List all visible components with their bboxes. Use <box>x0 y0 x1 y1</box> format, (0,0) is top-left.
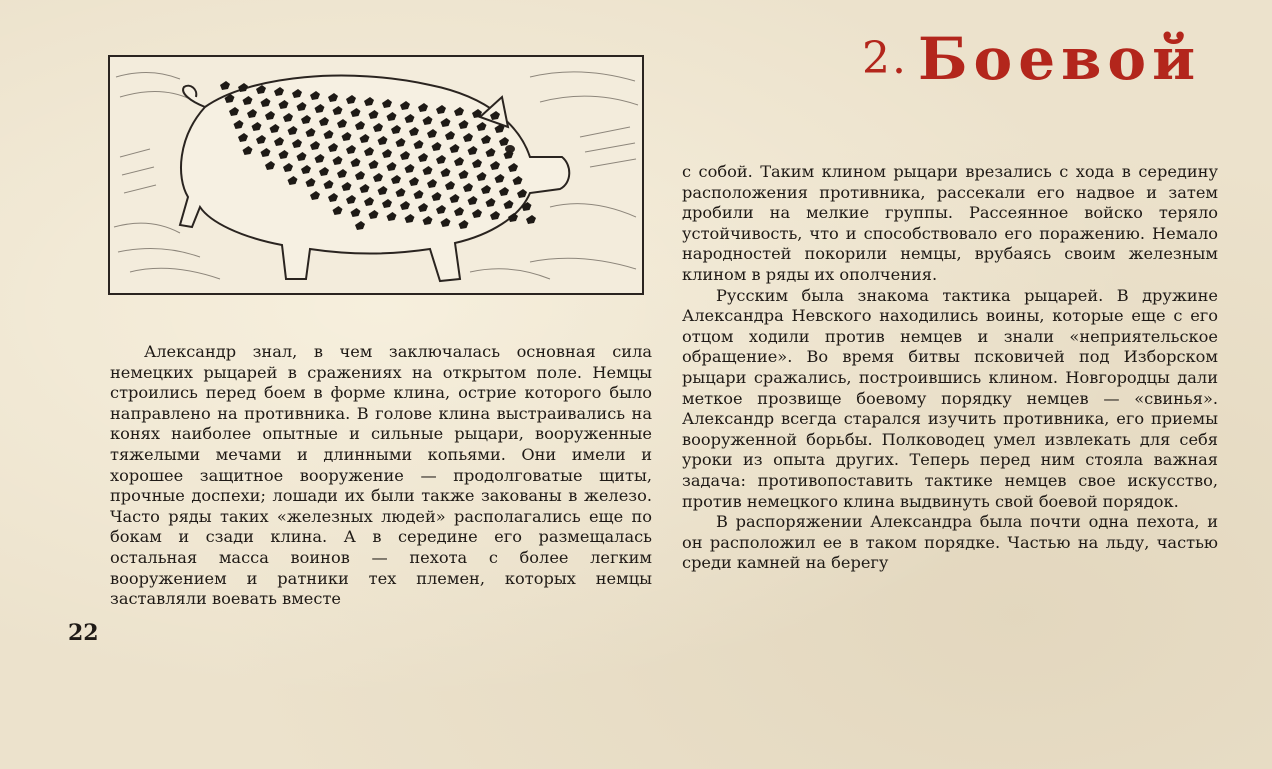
pig-wedge-formation-illustration <box>108 55 644 295</box>
knight-figure <box>220 81 230 90</box>
paragraph: В распоряжении Александра была почти одна пехота, и он расположил ее в таком порядке. Частью на льду, частью среди камней на берегу <box>682 512 1218 573</box>
chapter-number: 2. <box>862 33 908 84</box>
paragraph: Русским была знакома тактика рыцарей. В дружине Александра Невского находились воины, которые еще с его отцом ходили против немцев и знали «неприятельское обращение». Во время битвы псковичей под Изборском рыцари сражались, построившись клином. Новгородцы дали меткое прозвище боевому порядку немцев — «свинья». Александр всегда старался изучить противника, его приемы вооруженной борьбы. Полководец умел извлекать для себя уроки из опыта других. Теперь перед ним стояла важная задача: противопоставить тактике немцев свое искусство, против немецкого клина выдвинуть свой боевой порядок. <box>682 285 1218 511</box>
right-text-column <box>682 162 1218 574</box>
chapter-title: Боевой <box>917 25 1202 93</box>
chapter-heading <box>862 25 1202 93</box>
page-number: 22 <box>68 620 99 646</box>
paragraph: Александр знал, в чем заключалась основная сила немецких рыцарей в сражениях на открытом поле. Немцы строились перед боем в форме клина, острие которого было направлено на противника. В голове клина выстраивались на конях наиболее опытные и сильные рыцари, вооруженные тяжелыми мечами и длинными копьями. Они имели и хорошее защитное вооружение — продолговатые щиты, прочные доспехи; лошади их были также закованы в железо. Часто ряды таких «железных людей» располагались еще по бокам и сзади клина. А в середине его размещалась остальная масса воинов — пехота с более легким вооружением и ратники тех племен, которых немцы заставляли воевать вместе <box>110 342 652 609</box>
knight-figure <box>526 215 536 224</box>
left-text-column <box>110 342 652 610</box>
paragraph: с собой. Таким клином рыцари врезались с хода в середину расположения противника, рассекали его надвое и затем дробили на мелкие группы. Рассеянное войско теряло устойчивость, что и способствовало его поражению. Немало народностей покорили немцы, врубаясь своим железным клином в ряды их ополчения. <box>682 162 1218 284</box>
